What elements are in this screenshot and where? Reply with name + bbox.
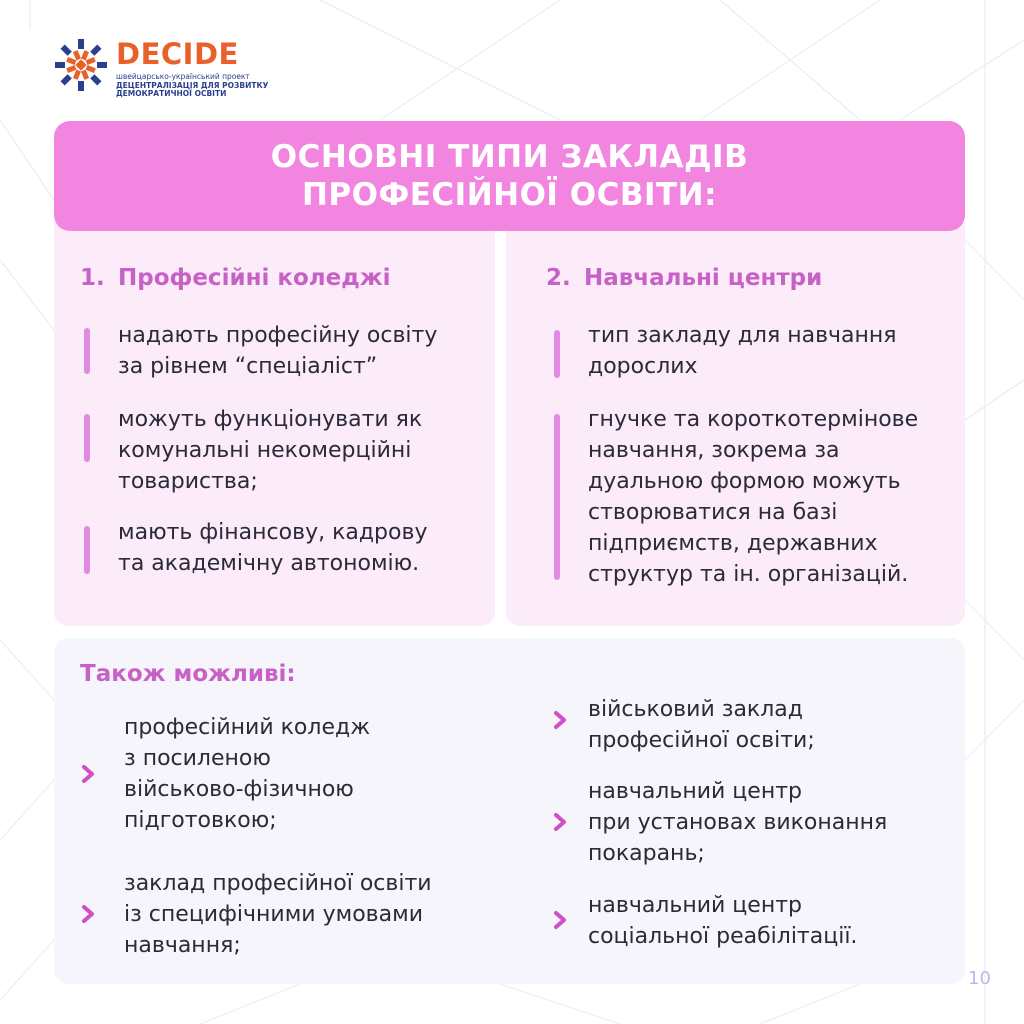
bullet-line: товариства; — [118, 469, 258, 494]
list-item-line: при установах виконання — [588, 810, 888, 835]
bullet-line: надають професійну освіту — [118, 323, 438, 348]
card-title: Професійні коледжі — [118, 265, 391, 291]
bullet-bar — [554, 414, 560, 580]
list-item-line: військовий заклад — [588, 697, 803, 722]
list-item-line: покарань; — [588, 841, 705, 866]
page-title-banner — [54, 121, 965, 231]
list-item-line: із специфічними умовами — [124, 902, 423, 927]
bullet-line: тип закладу для навчання — [588, 323, 897, 348]
list-item — [588, 776, 887, 869]
bullet-line: комунальні некомерційні — [118, 438, 412, 463]
bullet-line: створюватися на базі — [588, 500, 838, 525]
bullet-line: навчання, зокрема за — [588, 438, 840, 463]
list-item — [124, 712, 370, 836]
page-number: 10 — [968, 968, 991, 989]
card-heading — [546, 264, 822, 292]
list-item-line: військово-фізичною — [124, 777, 354, 802]
list-item-line: навчальний центр — [588, 893, 802, 918]
decide-logo — [52, 36, 292, 99]
card-title: Навчальні центри — [584, 265, 823, 291]
card-training-centers — [506, 222, 965, 626]
card-heading — [80, 264, 391, 292]
logo-subtitle-line: швейцарсько-український проект — [116, 72, 250, 81]
logo-title: DECIDE — [116, 37, 239, 71]
chevron-right-icon — [550, 910, 570, 930]
bullet-line: за рівнем “спеціаліст” — [118, 354, 378, 379]
bullet-line: підприємств, державних — [588, 531, 878, 556]
list-item-line: підготовкою; — [124, 808, 277, 833]
list-item-line: соціальної реабілітації. — [588, 924, 858, 949]
bullet-line: дорослих — [588, 354, 698, 379]
list-item-line: навчальний центр — [588, 779, 802, 804]
bullet-bar — [84, 328, 90, 374]
bullet-text — [588, 404, 918, 590]
chevron-right-icon — [78, 904, 98, 924]
panel-title: Також можливі: — [80, 661, 296, 687]
list-item-line: з посиленою — [124, 746, 271, 771]
list-item-line: навчання; — [124, 933, 241, 958]
list-item-line: заклад професійної освіти — [124, 871, 432, 896]
page-title-line: ОСНОВНІ ТИПИ ЗАКЛАДІВ — [270, 139, 749, 175]
bullet-bar — [84, 414, 90, 462]
bullet-line: структур та ін. організацій. — [588, 562, 909, 587]
bullet-bar — [554, 330, 560, 378]
bullet-bar — [84, 526, 90, 574]
chevron-right-icon — [550, 812, 570, 832]
logo-subtitle-line: ДЕЦЕНТРАЛІЗАЦІЯ ДЛЯ РОЗВИТКУ — [116, 80, 269, 90]
list-item — [588, 890, 857, 952]
bullet-line: можуть функціонувати як — [118, 407, 423, 432]
also-possible-panel — [54, 638, 965, 984]
bullet-text — [118, 404, 422, 497]
bullet-line: гнучке та короткотермінове — [588, 407, 919, 432]
list-item — [124, 868, 432, 961]
bullet-line: мають фінансову, кадрову — [118, 520, 428, 545]
bullet-text — [588, 320, 897, 382]
page-title-line: ПРОФЕСІЙНОЇ ОСВІТИ: — [301, 177, 718, 213]
decide-logo-icon — [52, 36, 110, 94]
list-item-line: професійної освіти; — [588, 728, 815, 753]
chevron-right-icon — [78, 764, 98, 784]
bullet-line: дуальною формою можуть — [588, 469, 901, 494]
card-number: 1. — [80, 265, 105, 291]
bullet-text — [118, 517, 427, 579]
card-number: 2. — [546, 265, 571, 291]
card-vocational-colleges — [54, 222, 495, 626]
bullet-text — [118, 320, 437, 382]
chevron-right-icon — [550, 710, 570, 730]
logo-subtitle-line: ДЕМОКРАТИЧНОЇ ОСВІТИ — [116, 89, 227, 99]
list-item-line: професійний коледж — [124, 715, 371, 740]
list-item — [588, 694, 815, 756]
bullet-line: та академічну автономію. — [118, 551, 420, 576]
logo-subtitle — [116, 73, 316, 99]
